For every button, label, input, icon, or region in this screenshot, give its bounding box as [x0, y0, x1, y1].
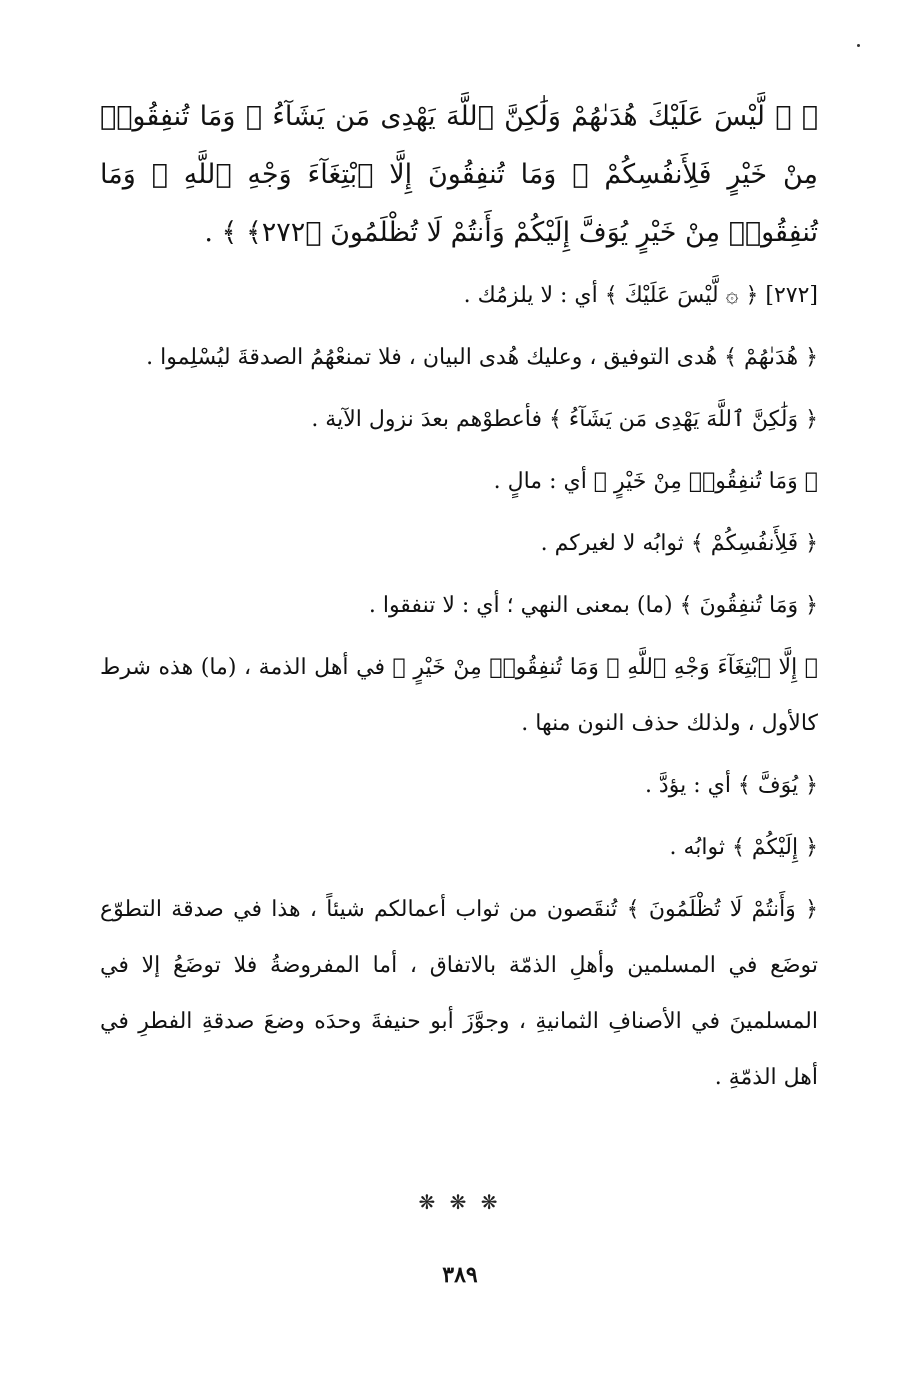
corner-mark — [857, 44, 860, 47]
section-separator: ❋ ❋ ❋ — [418, 1190, 502, 1214]
page-body — [100, 88, 818, 1112]
commentary-paragraph-1: [٢٧٢] ﴿ ۞ لَّيْسَ عَلَيْكَ ﴾ أي : لا يلزمُك . — [463, 283, 818, 308]
commentary-paragraph-2: ﴿ هُدَىٰهُمْ ﴾ هُدى التوفيق ، وعليك هُدى البيان ، فلا تمنعْهُمُ الصدقةَ ليُسْلِموا . — [146, 345, 818, 370]
commentary-paragraph-9: ﴿ إِلَيْكُمْ ﴾ ثوابُه . — [669, 835, 818, 860]
commentary-paragraph-3: ﴿ وَلَٰكِنَّ ٱللَّهَ يَهْدِى مَن يَشَآءُ ﴾ فأعطوْهم بعدَ نزول الآية . — [311, 407, 818, 432]
commentary-paragraph-5: ﴿ فَلِأَنفُسِكُمْ ﴾ ثوابُه لا لغيركم . — [540, 531, 818, 556]
page-number: ٣٨٩ — [442, 1262, 478, 1288]
commentary-paragraph-10: ﴿ وَأَنتُمْ لَا تُظْلَمُونَ ﴾ تُنقَصون من ثواب أعمالكم شيئاً ، هذا في صدقة التطوّع توضَع في المسلمين وأهلِ الذمّة بالاتفاق ، أما المفروضةُ فلا توضَعُ إلا في المسلمينَ في الأصنافِ الثمانيةِ ، وجوَّزَ أبو حنيفةَ وحدَه وضعَ صدقةِ الفطرِ في أهل الذمّةِ . — [100, 897, 818, 1090]
commentary-paragraph-6: ﴿ وَمَا تُنفِقُونَ ﴾ (ما) بمعنى النهي ؛ أي : لا تنفقوا . — [368, 593, 818, 618]
commentary-paragraph-7: ﴿ إِلَّا ٱبْتِغَآءَ وَجْهِ ٱللَّهِ ۚ وَمَا تُنفِقُوا۟ مِنْ خَيْرٍ ﴾ في أهل الذمة ، (ما) هذه شرط كالأول ، ولذلك حذف النون منها . — [100, 655, 818, 736]
quran-verse: ﴿ ۞ لَّيْسَ عَلَيْكَ هُدَىٰهُمْ وَلَٰكِنَّ ٱللَّهَ يَهْدِى مَن يَشَآءُ ۗ وَمَا تُنفِقُوا۟ مِنْ خَيْرٍ فَلِأَنفُسِكُمْ ۚ وَمَا تُنفِقُونَ إِلَّا ٱبْتِغَآءَ وَجْهِ ٱللَّهِ ۚ وَمَا تُنفِقُوا۟ مِنْ خَيْرٍ يُوَفَّ إِلَيْكُمْ وَأَنتُمْ لَا تُظْلَمُونَ ﴿٢٧٢﴾ ﴾ . — [100, 101, 818, 248]
commentary-paragraph-4: ﴿ وَمَا تُنفِقُوا۟ مِنْ خَيْرٍ ﴾ أي : مالٍ . — [493, 469, 818, 494]
commentary-paragraph-8: ﴿ يُوَفَّ ﴾ أي : يؤدَّ . — [644, 773, 818, 798]
